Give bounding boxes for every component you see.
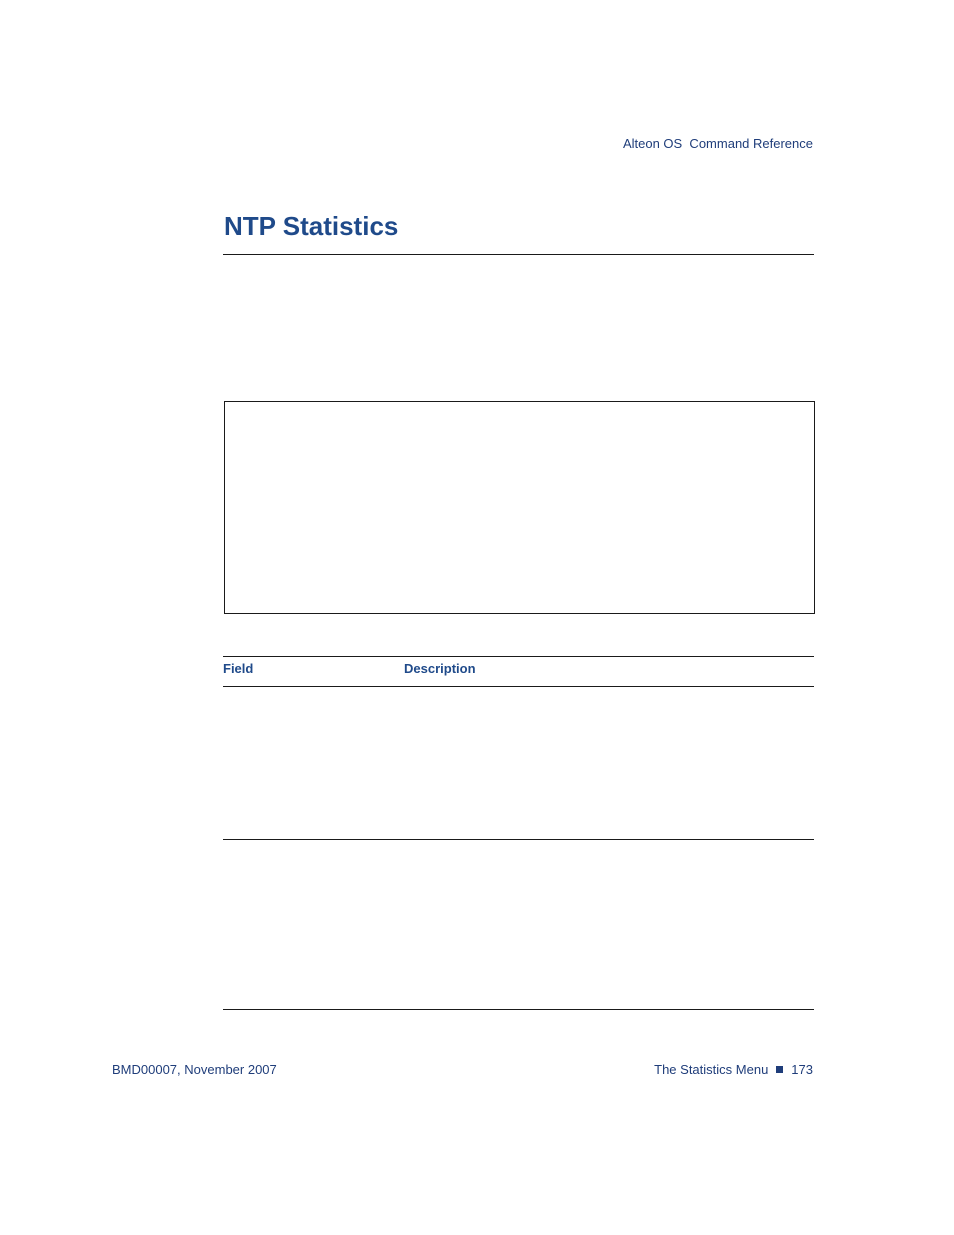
- footer-page-info: [654, 1062, 813, 1077]
- table-row-divider: [223, 839, 814, 840]
- command-output-box: [224, 401, 815, 614]
- table-bottom-divider: [223, 1009, 814, 1010]
- title-divider: [223, 254, 814, 255]
- footer-doc-id: BMD00007, November 2007: [112, 1062, 277, 1077]
- square-bullet-icon: [776, 1066, 783, 1073]
- table-top-divider: [223, 656, 814, 657]
- running-header: Alteon OS Command Reference: [622, 136, 813, 151]
- footer-chapter: The Statistics Menu: [654, 1062, 769, 1077]
- table-header-divider: [223, 686, 814, 687]
- page-title: NTP Statistics: [224, 211, 399, 241]
- table-header-field: Field: [223, 661, 254, 676]
- table-header-description: Description: [404, 661, 476, 676]
- footer-page-number: 173: [791, 1062, 813, 1077]
